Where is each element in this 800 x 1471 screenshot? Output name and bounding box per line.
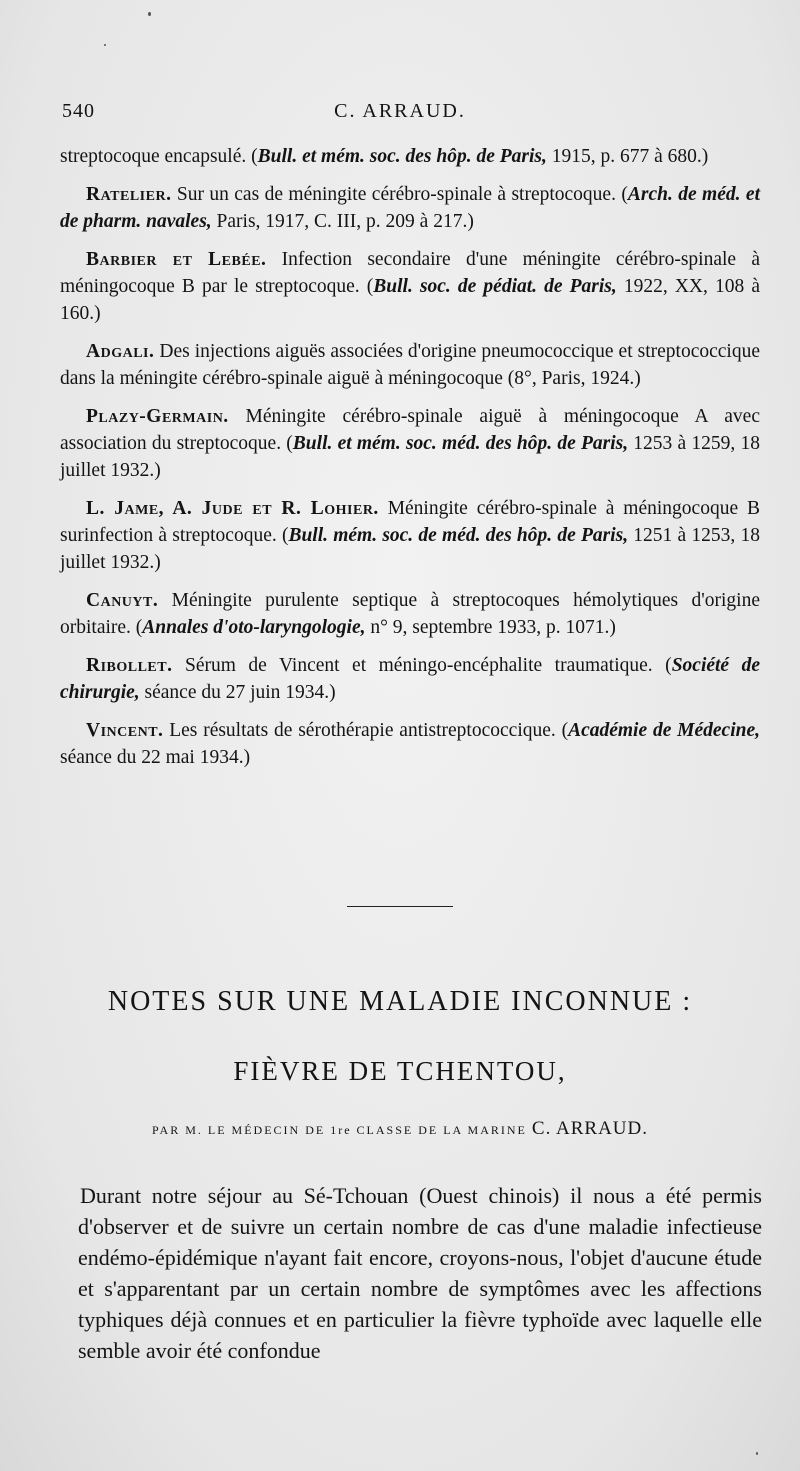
scan-speck xyxy=(148,12,151,16)
section-divider xyxy=(347,906,453,907)
reference-entry: streptocoque encapsulé. (Bull. et mém. soc. des hôp. de Paris, 1915, p. 677 à 680.) xyxy=(60,146,709,167)
byline-author: C. ARRAUD. xyxy=(531,1118,648,1139)
byline-prefix: PAR M. LE MÉDECIN DE 1re CLASSE DE LA MARINE xyxy=(151,1123,532,1137)
running-header xyxy=(62,100,738,130)
reference-entry: Plazy-Germain. Méningite cérébro-spinale aiguë à méningocoque A avec association du streptocoque. (Bull. et mém. soc. méd. des hôp. de Paris, 1253 à 1259, 18 juillet 1932.) xyxy=(60,406,760,481)
reference-entry: Ribollet. Sérum de Vincent et méningo-encéphalite traumatique. (Société de chirurgie, séance du 27 juin 1934.) xyxy=(60,655,760,703)
running-title: C. ARRAUD. xyxy=(334,100,466,122)
reference-entry: Vincent. Les résultats de sérothérapie antistreptococcique. (Académie de Médecine, séance du 22 mai 1934.) xyxy=(60,720,761,768)
article-paragraph: Durant notre séjour au Sé-Tchouan (Ouest chinois) il nous a été permis d'observer et de suivre un certain nombre de cas d'une maladie infectieuse endémo-épidémique n'ayant fait encore, croyons-nous, l'objet d'aucune étude et s'apparentant par un certain nombre de symptômes avec les affections typhiques déjà connues et en particulier la fièvre typhoïde avec laquelle elle semble avoir été confondue xyxy=(78,1183,762,1363)
bibliography xyxy=(60,143,760,782)
scan-speck xyxy=(756,1452,758,1455)
article-byline xyxy=(0,1118,800,1140)
scan-speck xyxy=(104,44,106,46)
reference-entry: Adgali. Des injections aiguës associées d'origine pneumococcique et streptococcique dans la méningite cérébro-spinale aiguë à méningocoque (8°, Paris, 1924.) xyxy=(60,341,760,389)
article-title: NOTES SUR UNE MALADIE INCONNUE : xyxy=(107,986,693,1017)
page-number: 540 xyxy=(62,100,95,122)
article-subtitle: FIÈVRE DE TCHENTOU, xyxy=(233,1056,567,1086)
reference-entry: Ratelier. Sur un cas de méningite cérébro-spinale à streptocoque. (Arch. de méd. et de pharm. navales, Paris, 1917, C. III, p. 209 à 217.) xyxy=(60,184,760,232)
reference-entry: Canuyt. Méningite purulente septique à streptocoques hémolytiques d'origine orbitaire. (Annales d'oto-laryngologie, n° 9, septembre 1933, p. 1071.) xyxy=(60,590,760,638)
reference-entry: L. Jame, A. Jude et R. Lohier. Méningite cérébro-spinale à méningocoque B surinfection à streptocoque. (Bull. mém. soc. de méd. des hôp. de Paris, 1251 à 1253, 18 juillet 1932.) xyxy=(60,498,760,573)
reference-entry: Barbier et Lebée. Infection secondaire d'une méningite cérébro-spinale à méningocoque B par le streptocoque. (Bull. soc. de pédiat. de Paris, 1922, XX, 108 à 160.) xyxy=(60,249,760,324)
